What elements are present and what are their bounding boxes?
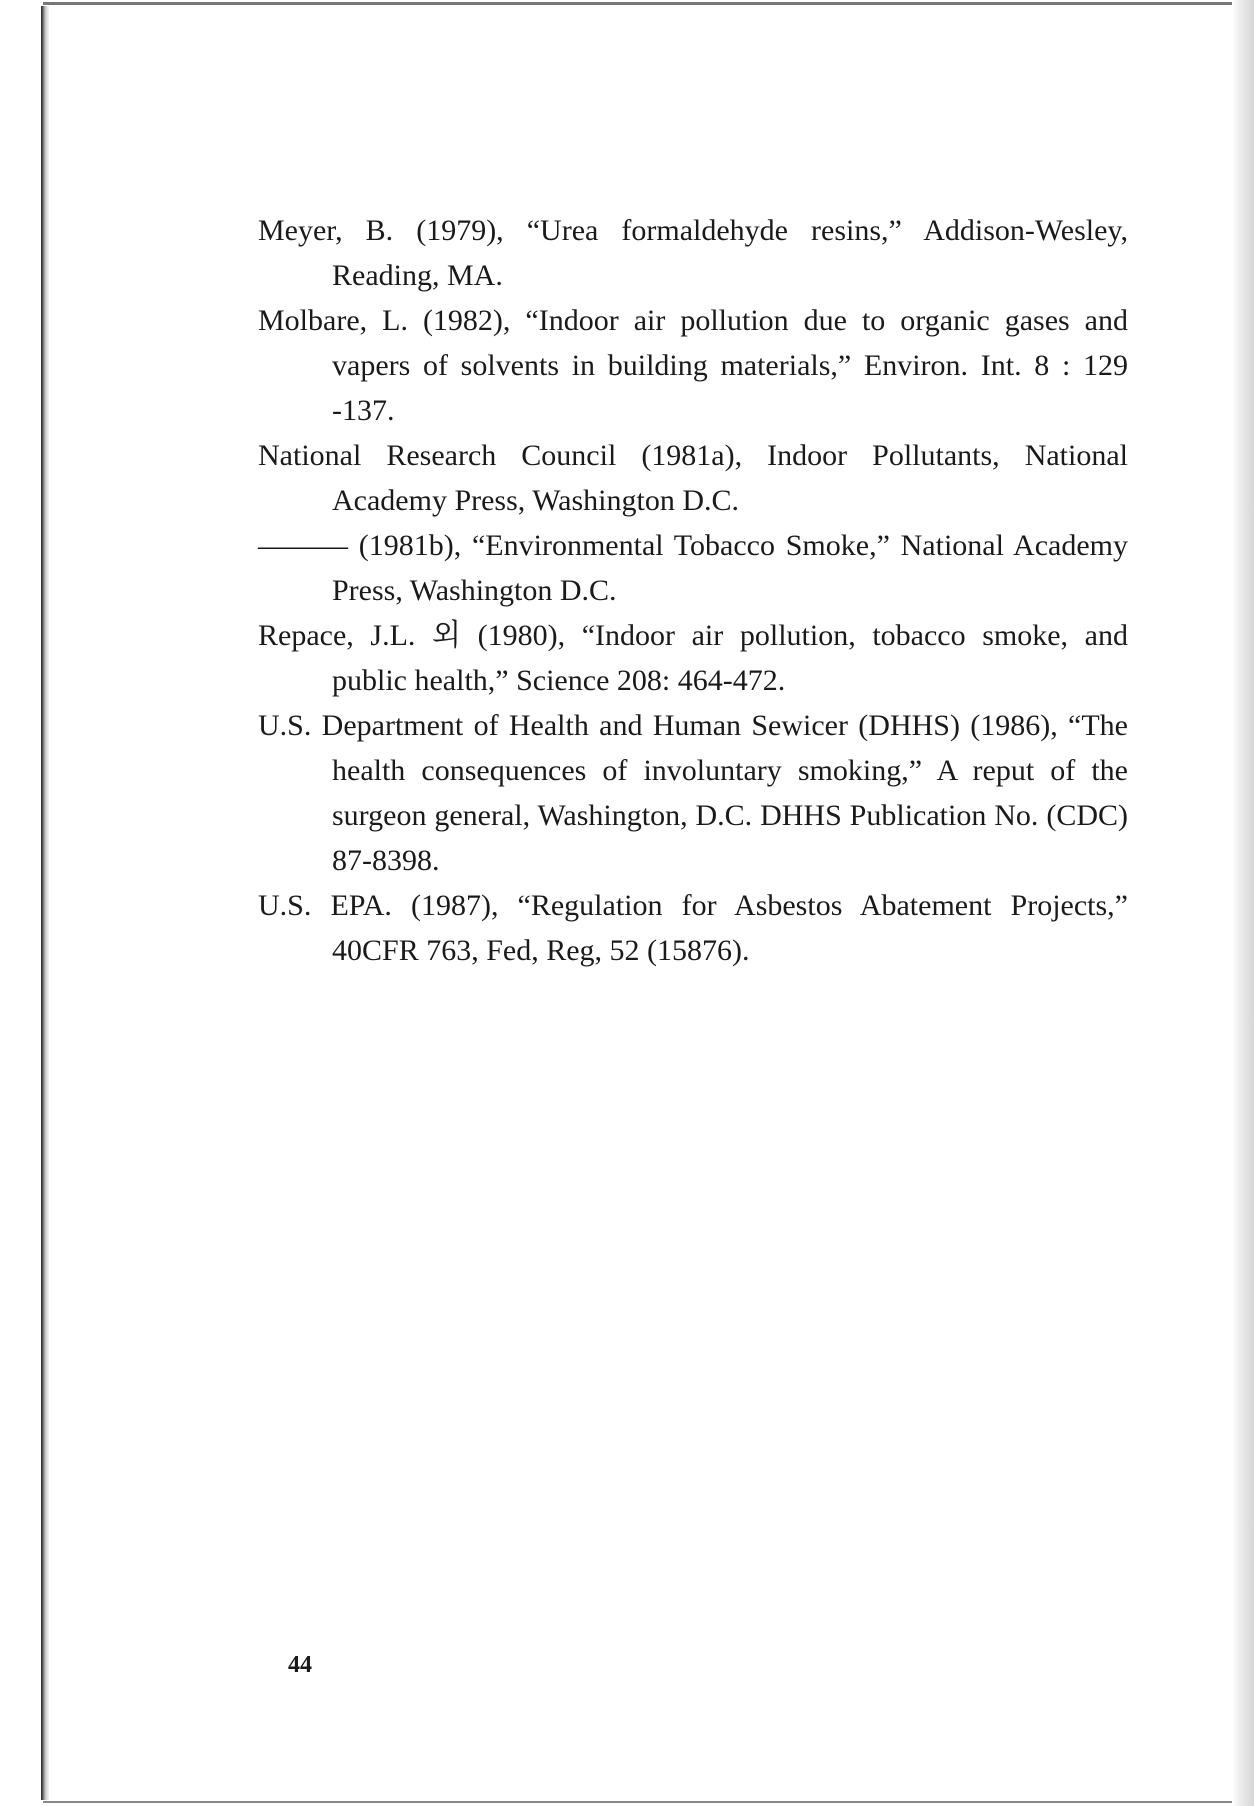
reference-meyer: Meyer, B. (1979), “Urea formaldehyde resins,” Addison-Wesley, Reading, MA. (258, 214, 1128, 292)
reference-nrc-1981b: ——— (1981b), “Environmental Tobacco Smoke,” National Academy Press, Washington D.C. (258, 529, 1128, 607)
reference-dhhs: U.S. Department of Health and Human Sewicer (DHHS) (1986), “The health consequences of involuntary smoking,” A reput of the surgeon general, Washington, D.C. DHHS Publication No. (CDC) 87-8398. (258, 709, 1128, 877)
page-number: 44 (288, 1652, 312, 1678)
reference-repace: Repace, J.L. 외 (1980), “Indoor air pollution, tobacco smoke, and public health,” Science 208: 464-472. (258, 619, 1128, 697)
reference-nrc-1981a: National Research Council (1981a), Indoor Pollutants, National Academy Press, Washington D.C. (258, 439, 1128, 517)
page-right-shadow (1232, 0, 1254, 1806)
page-top-edge (43, 2, 1248, 5)
page-bottom-edge (43, 1801, 1248, 1803)
reference-epa: U.S. EPA. (1987), “Regulation for Asbestos Abatement Projects,” 40CFR 763, Fed, Reg, 52 (15876). (258, 889, 1128, 967)
reference-list (258, 208, 1128, 973)
page-left-edge (41, 6, 49, 1800)
reference-molbare: Molbare, L. (1982), “Indoor air pollution due to organic gases and vapers of solvents in building materials,” Environ. Int. 8 : 129 -137. (258, 304, 1128, 427)
